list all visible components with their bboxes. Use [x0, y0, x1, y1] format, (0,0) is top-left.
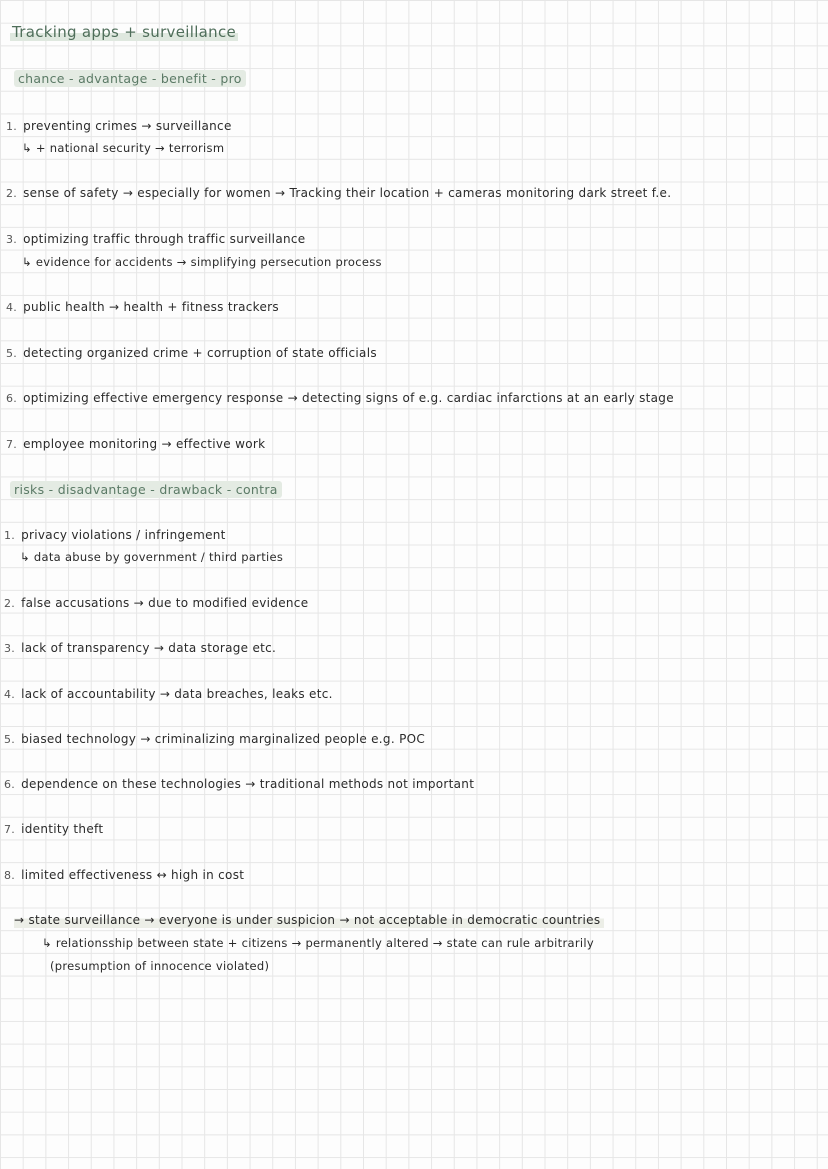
con-item-4 — [4, 686, 333, 703]
pro-item-3-sub: ↳ evidence for accidents → simplifying persecution process — [22, 255, 382, 269]
item-number: 2. — [4, 597, 16, 610]
item-number: 1. — [4, 529, 16, 542]
item-number: 5. — [4, 733, 16, 746]
conclusion-line-2: ↳ relationsship between state + citizens → permanently altered → state can rule arbitrarily — [42, 936, 594, 950]
item-text: optimizing traffic through traffic surveillance — [23, 232, 306, 246]
con-item-1-sub: ↳ data abuse by government / third parties — [20, 550, 284, 564]
item-number: 3. — [6, 233, 18, 246]
item-number: 2. — [6, 187, 18, 200]
item-text: public health → health + fitness trackers — [23, 300, 279, 314]
conclusion-line-1: → state surveillance → everyone is under suspicion → not acceptable in democratic countries — [14, 912, 604, 928]
item-number: 6. — [6, 392, 18, 405]
item-text: biased technology → criminalizing marginalized people e.g. POC — [21, 732, 426, 746]
con-item-1 — [4, 527, 226, 544]
conclusion-line-3: (presumption of innocence violated) — [50, 959, 270, 973]
pro-item-3 — [6, 231, 305, 248]
pros-heading: chance - advantage - benefit - pro — [14, 70, 246, 87]
item-text: dependence on these technologies → traditional methods not important — [21, 777, 475, 791]
item-text: false accusations → due to modified evidence — [21, 596, 309, 610]
pro-item-6 — [6, 390, 674, 407]
item-text: lack of accountability → data breaches, leaks etc. — [21, 687, 333, 701]
pro-item-2 — [6, 185, 671, 202]
item-text: limited effectiveness ↔ high in cost — [21, 868, 245, 882]
item-number: 8. — [4, 869, 16, 882]
item-number: 4. — [4, 688, 16, 701]
con-item-7 — [4, 821, 103, 838]
item-text: privacy violations / infringement — [21, 528, 226, 542]
pro-item-4 — [6, 299, 279, 316]
con-item-2 — [4, 595, 308, 612]
item-number: 3. — [4, 642, 16, 655]
item-text: employee monitoring → effective work — [23, 437, 266, 451]
page-title: Tracking apps + surveillance — [12, 23, 237, 41]
item-text: optimizing effective emergency response → detecting signs of e.g. cardiac infarctions at an early stage — [23, 391, 674, 405]
con-item-8 — [4, 867, 244, 884]
item-text: sense of safety → especially for women → Tracking their location + cameras monitoring dark street f.e. — [23, 186, 672, 200]
item-number: 6. — [4, 778, 16, 791]
item-number: 4. — [6, 301, 18, 314]
pro-item-5 — [6, 345, 377, 362]
item-text: lack of transparency → data storage etc. — [21, 641, 277, 655]
item-number: 7. — [6, 438, 18, 451]
cons-heading: risks - disadvantage - drawback - contra — [10, 481, 282, 498]
pro-item-7 — [6, 436, 265, 453]
con-item-6 — [4, 776, 474, 793]
item-number: 5. — [6, 347, 18, 360]
item-number: 1. — [6, 120, 18, 133]
item-text: detecting organized crime + corruption of state officials — [23, 346, 377, 360]
con-item-5 — [4, 731, 425, 748]
item-number: 7. — [4, 823, 16, 836]
pro-item-1 — [6, 118, 232, 135]
con-item-3 — [4, 640, 276, 657]
item-text: identity theft — [21, 822, 104, 836]
pro-item-1-sub: ↳ + national security → terrorism — [22, 141, 225, 155]
item-text: preventing crimes → surveillance — [23, 119, 232, 133]
